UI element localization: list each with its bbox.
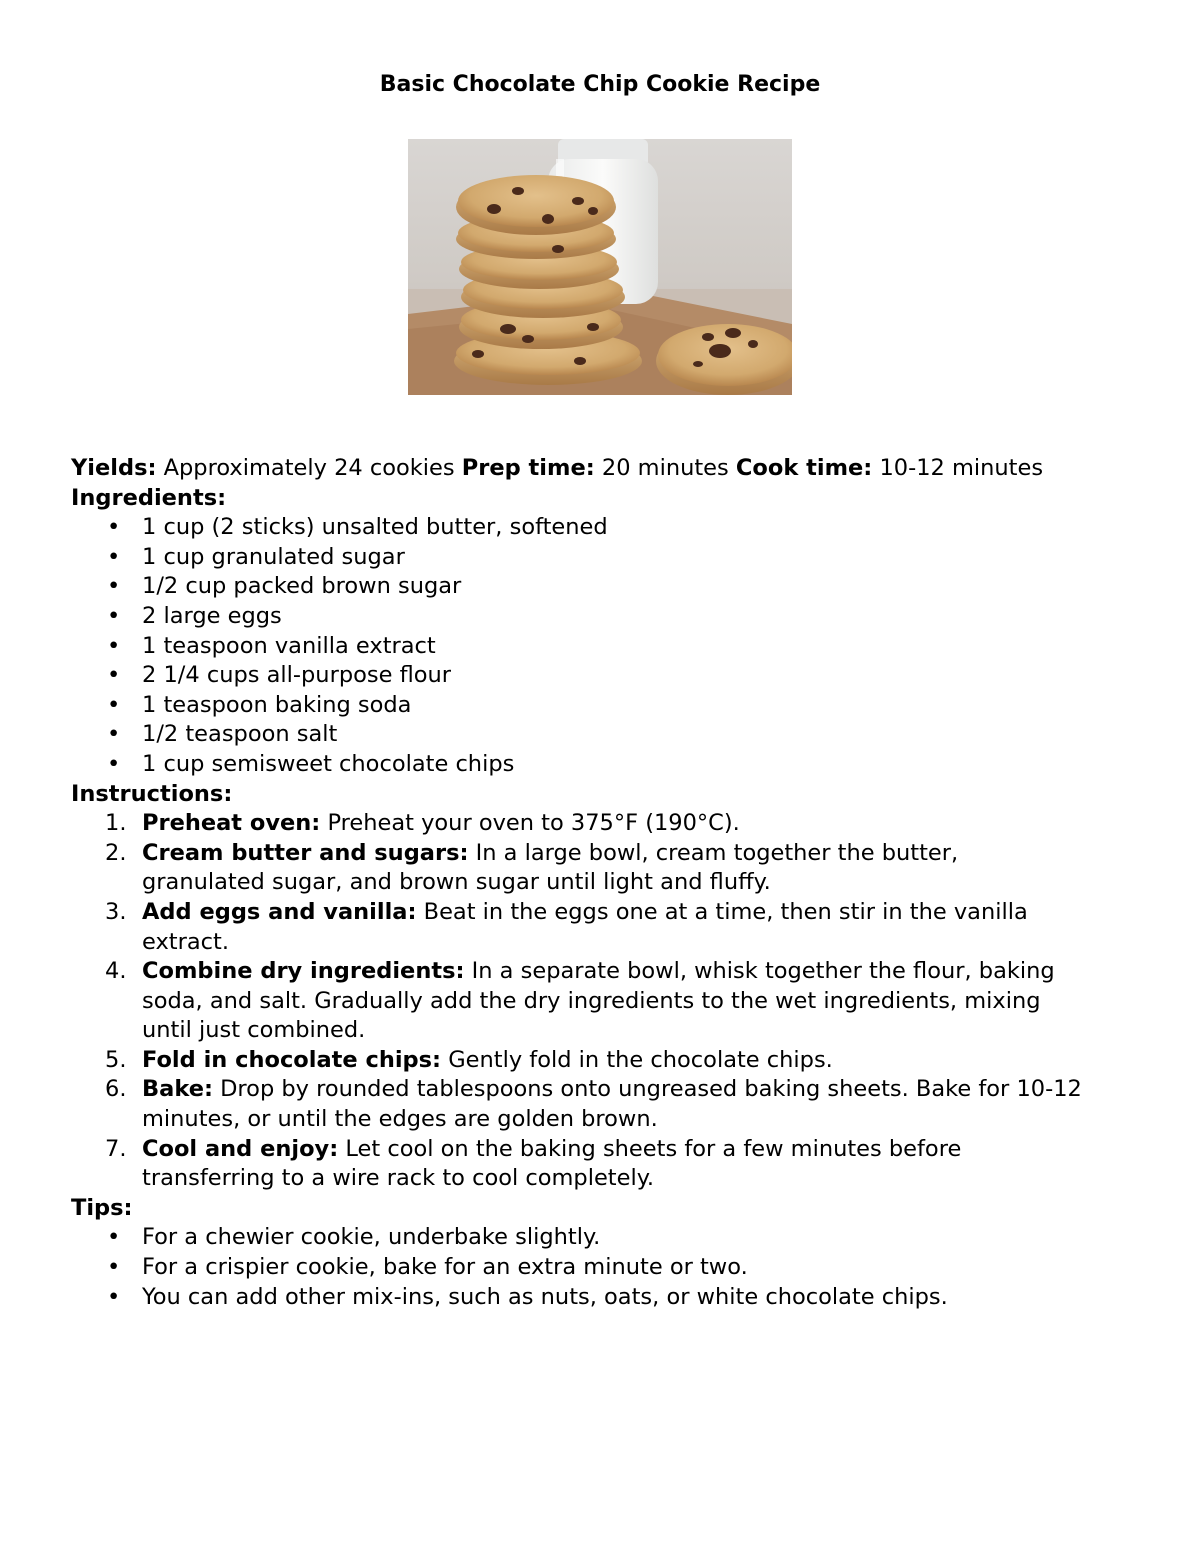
step-label: Combine dry ingredients: [142, 958, 465, 985]
bullet: • [107, 1224, 121, 1251]
step-text: minutes, or until the edges are golden brown. [142, 1106, 658, 1133]
tips-heading: Tips: [71, 1194, 133, 1221]
bullet: • [107, 602, 121, 629]
instructions-list [71, 809, 1161, 1194]
ingredient-text: 1/2 teaspoon salt [142, 721, 338, 748]
list-item [71, 1283, 1161, 1313]
recipe-body [71, 454, 1161, 1312]
ingredient-text: 1 teaspoon vanilla extract [142, 632, 436, 659]
step-text: In a separate bowl, whisk together the flour, baking [464, 958, 1055, 985]
cook-time-value: 10-12 minutes [872, 455, 1044, 481]
step-number: 6. [105, 1076, 127, 1103]
list-item [71, 543, 1161, 573]
step-label: Fold in chocolate chips: [142, 1046, 442, 1073]
bullet: • [107, 573, 121, 600]
step-label: Bake: [142, 1076, 213, 1103]
recipe-meta [71, 454, 1161, 484]
prep-time-label: Prep time: [461, 455, 595, 481]
tip-text: You can add other mix-ins, such as nuts, oats, or white chocolate chips. [142, 1283, 948, 1310]
bullet: • [107, 1254, 121, 1281]
bullet: • [107, 721, 121, 748]
ingredient-text: 1 cup (2 sticks) unsalted butter, softened [142, 514, 608, 541]
tip-text: For a crispier cookie, bake for an extra minute or two. [142, 1254, 748, 1281]
list-item [71, 1223, 1161, 1253]
bullet: • [107, 750, 121, 777]
list-item [71, 691, 1161, 721]
step-text: Drop by rounded tablespoons onto ungreased baking sheets. Bake for 10-12 [212, 1076, 1082, 1103]
bullet: • [107, 691, 121, 718]
bullet: • [107, 543, 121, 570]
ingredient-text: 2 1/4 cups all-purpose flour [142, 662, 452, 689]
instruction-step [71, 1046, 1161, 1076]
instruction-step [71, 898, 1161, 957]
step-label: Add eggs and vanilla: [142, 898, 417, 925]
ingredients-heading: Ingredients: [71, 484, 227, 511]
tip-text: For a chewier cookie, underbake slightly. [142, 1224, 601, 1251]
instruction-step [71, 1075, 1161, 1134]
step-number: 2. [105, 839, 127, 866]
instruction-step [71, 957, 1161, 1046]
step-text: extract. [142, 928, 229, 955]
ingredient-text: 1 cup granulated sugar [142, 543, 405, 570]
step-number: 4. [105, 958, 127, 985]
step-number: 3. [105, 898, 127, 925]
ingredient-text: 1 cup semisweet chocolate chips [142, 750, 515, 777]
instruction-step [71, 1135, 1161, 1194]
step-text: Beat in the eggs one at a time, then stir in the vanilla [416, 898, 1028, 925]
step-text: In a large bowl, cream together the butter, [468, 839, 959, 866]
step-text: transferring to a wire rack to cool completely. [142, 1165, 654, 1192]
list-item [71, 720, 1161, 750]
page-title: Basic Chocolate Chip Cookie Recipe [379, 72, 821, 97]
step-number: 7. [105, 1135, 127, 1162]
step-number: 1. [105, 810, 127, 837]
list-item [71, 750, 1161, 780]
bullet: • [107, 1283, 121, 1310]
list-item [71, 632, 1161, 662]
step-text: Let cool on the baking sheets for a few minutes before [338, 1135, 962, 1162]
step-label: Cream butter and sugars: [142, 839, 469, 866]
prep-time-value: 20 minutes [594, 455, 736, 481]
list-item [71, 602, 1161, 632]
list-item [71, 572, 1161, 602]
step-number: 5. [105, 1046, 127, 1073]
step-text: until just combined. [142, 1017, 366, 1044]
instruction-step [71, 809, 1161, 839]
step-label: Cool and enjoy: [142, 1135, 339, 1162]
ingredient-text: 1 teaspoon baking soda [142, 691, 412, 718]
step-label: Preheat oven: [142, 810, 321, 837]
list-item [71, 513, 1161, 543]
cookie-stack-photo [408, 139, 792, 395]
list-item [71, 1253, 1161, 1283]
tips-list [71, 1223, 1161, 1312]
bullet: • [107, 662, 121, 689]
bullet: • [107, 632, 121, 659]
list-item [71, 661, 1161, 691]
instruction-step [71, 839, 1161, 898]
instructions-heading: Instructions: [71, 780, 233, 807]
yields-value: Approximately 24 cookies [156, 455, 462, 481]
ingredients-list [71, 513, 1161, 779]
step-text: Gently fold in the chocolate chips. [441, 1046, 833, 1073]
ingredient-text: 2 large eggs [142, 602, 282, 629]
step-text: soda, and salt. Gradually add the dry ingredients to the wet ingredients, mixing [142, 987, 1041, 1014]
step-text: granulated sugar, and brown sugar until light and fluffy. [142, 869, 771, 896]
bullet: • [107, 514, 121, 541]
step-text: Preheat your oven to 375°F (190°C). [320, 810, 740, 837]
ingredient-text: 1/2 cup packed brown sugar [142, 573, 462, 600]
yields-label: Yields: [71, 455, 157, 481]
cook-time-label: Cook time: [735, 455, 873, 481]
